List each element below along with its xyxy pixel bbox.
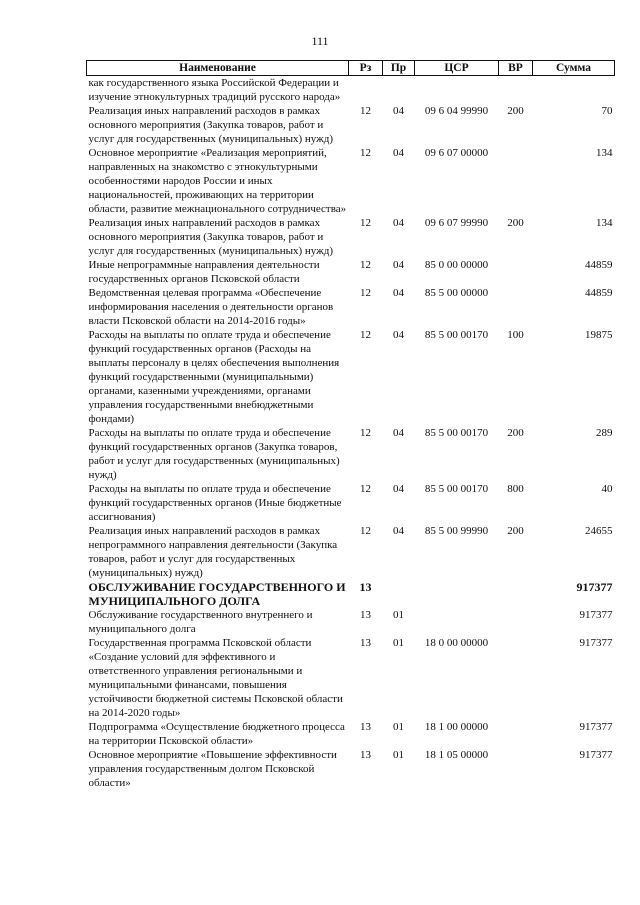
cell-vr: 200 <box>507 525 524 537</box>
cell-rz: 12 <box>360 525 371 537</box>
cell-rz: 13 <box>359 580 372 594</box>
cell-name: Государственная программа Псковской области «Создание условий для эффективного и ответственного управления региональными и муниципальными финансами, повышения устойчивости бюджетной системы Псковской области на 2014-2020 годы» <box>88 637 343 719</box>
table-row <box>87 524 615 580</box>
cell-vr: 100 <box>507 329 524 341</box>
header-csr: ЦСР <box>415 61 499 76</box>
cell-csr: 85 5 00 00170 <box>424 427 489 439</box>
cell-vr <box>499 76 533 105</box>
header-sum: Сумма <box>533 61 615 76</box>
table-row <box>87 580 615 608</box>
cell-sum: 917377 <box>579 749 613 761</box>
cell-name: Основное мероприятие «Реализация мероприятий, направленных на знакомство с этнокультурными особенностями народов России и иных национальностей, проживающих на территории области, развитие межнационального сотрудничества» <box>88 147 347 215</box>
cell-vr <box>499 636 533 720</box>
table-row <box>87 76 615 105</box>
cell-pr: 04 <box>393 329 404 341</box>
cell-name: ОБСЛУЖИВАНИЕ ГОСУДАРСТВЕННОГО И МУНИЦИПАЛЬНОГО ДОЛГА <box>88 580 346 608</box>
cell-pr: 04 <box>393 483 404 495</box>
cell-csr <box>415 608 499 636</box>
cell-csr: 18 0 00 00000 <box>424 637 489 649</box>
cell-vr: 200 <box>507 427 524 439</box>
cell-csr: 85 5 00 00170 <box>424 329 489 341</box>
cell-rz: 12 <box>360 427 371 439</box>
cell-csr: 18 1 05 00000 <box>424 749 489 761</box>
cell-name: Реализация иных направлений расходов в рамках основного мероприятия (Закупка товаров, работ и услуг для государственных (муниципальных) нужд) <box>88 217 334 257</box>
table-row <box>87 426 615 482</box>
table-row <box>87 720 615 748</box>
cell-sum: 44859 <box>585 259 613 271</box>
cell-sum: 24655 <box>585 525 613 537</box>
table-row <box>87 216 615 258</box>
table-row <box>87 328 615 426</box>
table-row <box>87 104 615 146</box>
cell-pr: 04 <box>393 259 404 271</box>
cell-vr: 200 <box>507 217 524 229</box>
cell-sum: 134 <box>596 217 613 229</box>
cell-sum: 134 <box>596 147 613 159</box>
cell-name: Обслуживание государственного внутреннего и муниципального долга <box>88 609 313 635</box>
cell-rz <box>349 76 383 105</box>
cell-name: Реализация иных направлений расходов в рамках основного мероприятия (Закупка товаров, работ и услуг для государственных (муниципальных) нужд) <box>88 105 334 145</box>
budget-table <box>86 60 615 790</box>
cell-rz: 12 <box>360 147 371 159</box>
table-row <box>87 608 615 636</box>
cell-vr <box>499 748 533 790</box>
cell-rz: 12 <box>360 259 371 271</box>
cell-pr <box>383 76 415 105</box>
cell-name: Реализация иных направлений расходов в рамках непрограммного направления деятельности (Закупка товаров, работ и услуг для государственных (муниципальных) нужд) <box>88 525 338 579</box>
cell-csr: 09 6 07 99990 <box>424 217 489 229</box>
header-name: Наименование <box>87 61 349 76</box>
cell-pr: 04 <box>393 287 404 299</box>
cell-name: Иные непрограммные направления деятельности государственных органов Псковской области <box>88 259 320 285</box>
cell-rz: 13 <box>360 637 371 649</box>
cell-pr: 01 <box>393 721 404 733</box>
cell-sum <box>533 76 615 105</box>
cell-rz: 13 <box>360 721 371 733</box>
cell-pr <box>383 580 415 608</box>
page-number: 111 <box>311 34 329 48</box>
table-header-row <box>87 61 615 76</box>
cell-csr <box>415 580 499 608</box>
cell-vr <box>499 720 533 748</box>
cell-name: Расходы на выплаты по оплате труда и обеспечение функций государственных органов (Иные бюджетные ассигнования) <box>88 483 342 523</box>
cell-csr: 09 6 04 99990 <box>424 105 489 117</box>
cell-pr: 04 <box>393 217 404 229</box>
cell-name: Расходы на выплаты по оплате труда и обеспечение функций государственных органов (Закупка товаров, работ и услуг для государственных (муниципальных) нужд) <box>88 427 340 481</box>
cell-vr <box>499 608 533 636</box>
cell-rz: 12 <box>360 217 371 229</box>
cell-vr: 200 <box>507 105 524 117</box>
cell-sum: 70 <box>601 105 613 117</box>
table-row <box>87 636 615 720</box>
cell-name: Подпрограмма «Осуществление бюджетного процесса на территории Псковской области» <box>88 721 345 747</box>
cell-csr: 85 5 00 99990 <box>424 525 489 537</box>
cell-pr: 04 <box>393 105 404 117</box>
cell-sum: 19875 <box>585 329 613 341</box>
header-pr: Пр <box>383 61 415 76</box>
table-row <box>87 286 615 328</box>
cell-csr: 85 0 00 00000 <box>424 259 489 271</box>
cell-rz: 12 <box>360 105 371 117</box>
cell-pr: 01 <box>393 609 404 621</box>
cell-rz: 12 <box>360 287 371 299</box>
cell-sum: 40 <box>601 483 613 495</box>
header-vr: ВР <box>499 61 533 76</box>
cell-vr <box>499 580 533 608</box>
cell-pr: 01 <box>393 749 404 761</box>
cell-sum: 917377 <box>579 637 613 649</box>
cell-csr: 85 5 00 00000 <box>424 287 489 299</box>
cell-name: как государственного языка Российской Федерации и изучение этнокультурных традиций русского народа» <box>88 77 341 103</box>
cell-vr <box>499 258 533 286</box>
cell-pr: 04 <box>393 525 404 537</box>
table-row <box>87 482 615 524</box>
cell-name: Основное мероприятие «Повышение эффективности управления государственным долгом Псковской области» <box>88 749 337 789</box>
cell-name: Расходы на выплаты по оплате труда и обеспечение функций государственных органов (Расходы на выплаты персоналу в целях обеспечения выполнения функций государственными (муниципальными) органами, казенными учреждениями, органами управления государственными внебюджетными фондами) <box>88 329 340 425</box>
cell-rz: 12 <box>360 483 371 495</box>
cell-sum: 917377 <box>579 721 613 733</box>
cell-rz: 12 <box>360 329 371 341</box>
cell-vr <box>499 146 533 216</box>
table-row <box>87 258 615 286</box>
cell-rz: 13 <box>360 609 371 621</box>
cell-sum: 917377 <box>579 609 613 621</box>
header-rz: Рз <box>349 61 383 76</box>
cell-name: Ведомственная целевая программа «Обеспечение информирования населения о деятельности органов власти Псковской области на 2014-2016 годы» <box>88 287 334 327</box>
table-body <box>87 76 615 791</box>
table-row <box>87 748 615 790</box>
cell-sum: 917377 <box>576 580 613 594</box>
cell-sum: 44859 <box>585 287 613 299</box>
cell-pr: 01 <box>393 637 404 649</box>
table-row <box>87 146 615 216</box>
cell-pr: 04 <box>393 147 404 159</box>
cell-csr: 85 5 00 00170 <box>424 483 489 495</box>
cell-pr: 04 <box>393 427 404 439</box>
cell-csr: 09 6 07 00000 <box>424 147 489 159</box>
cell-csr <box>415 76 499 105</box>
cell-vr <box>499 286 533 328</box>
cell-csr: 18 1 00 00000 <box>424 721 489 733</box>
cell-sum: 289 <box>596 427 613 439</box>
cell-vr: 800 <box>507 483 524 495</box>
cell-rz: 13 <box>360 749 371 761</box>
